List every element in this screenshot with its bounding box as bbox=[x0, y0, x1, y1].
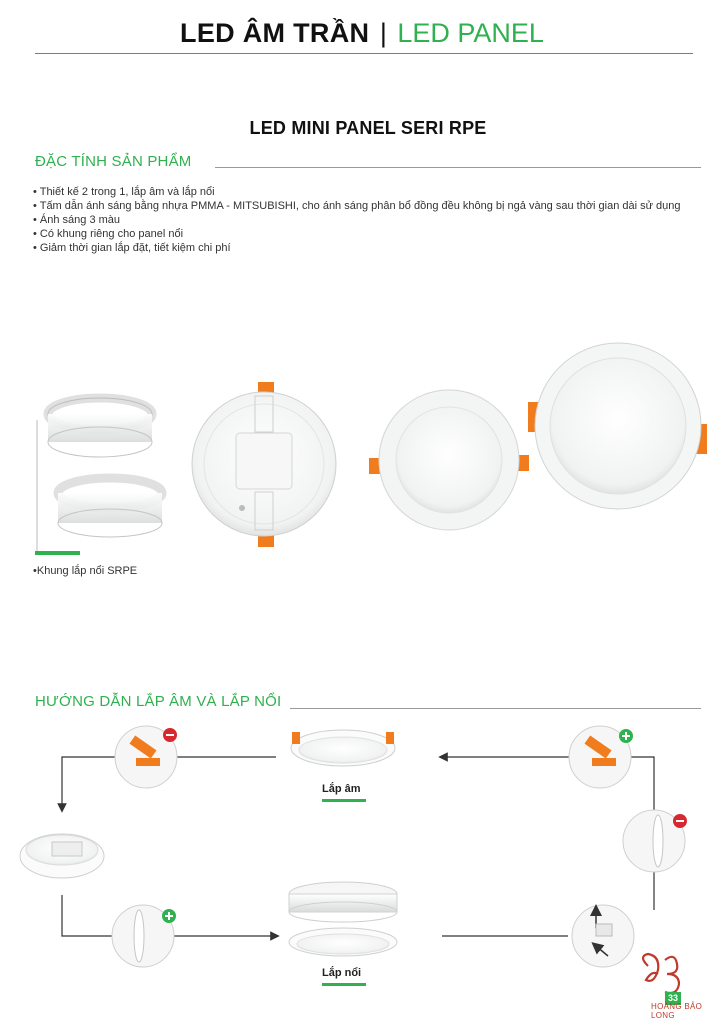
panel-back-photo bbox=[192, 382, 336, 547]
feature-item: • Tấm dẫn ánh sáng bằng nhựa PMMA - MITSUBISHI, cho ánh sáng phân bổ đồng đều không bị ngả vàng sau thời gian dài sử dụng bbox=[33, 199, 705, 213]
features-heading: ĐẶC TÍNH SẢN PHẨM bbox=[35, 153, 192, 170]
panel-with-frame-photo bbox=[20, 834, 104, 878]
step-add-clip bbox=[569, 726, 633, 788]
frame-caption: • Khung lắp nổi SRPE bbox=[33, 565, 137, 577]
feature-item: • Ánh sáng 3 màu bbox=[33, 213, 705, 227]
surface-result-photo bbox=[289, 882, 397, 956]
step-remove-clip bbox=[115, 726, 177, 788]
label-recessed: Lắp âm bbox=[322, 783, 361, 795]
panel-small-front-photo bbox=[369, 390, 529, 530]
feature-item: • Có khung riêng cho panel nổi bbox=[33, 227, 705, 241]
label-surface-bar bbox=[322, 983, 366, 986]
header-title-bold: LED ÂM TRẦN bbox=[180, 18, 370, 48]
guide-heading: HƯỚNG DẪN LẮP ÂM VÀ LẮP NỔI bbox=[35, 693, 282, 710]
feature-item: • Thiết kế 2 trong 1, lắp âm và lắp nổi bbox=[33, 185, 705, 199]
label-surface: Lắp nổi bbox=[322, 967, 362, 979]
recessed-result-photo bbox=[291, 730, 395, 766]
guide-heading-line bbox=[290, 708, 701, 709]
step-mount-frame bbox=[112, 905, 176, 967]
feature-item: • Giảm thời gian lắp đặt, tiết kiệm chi phí bbox=[33, 241, 705, 255]
step-remove-frame bbox=[623, 810, 687, 872]
surface-frame-photo bbox=[37, 398, 162, 553]
header-separator: | bbox=[379, 18, 387, 48]
page-number: 33 bbox=[665, 992, 681, 1005]
brand-logo bbox=[643, 954, 679, 993]
product-title: LED MINI PANEL SERI RPE bbox=[249, 118, 487, 138]
label-recessed-bar bbox=[322, 799, 366, 802]
panel-large-front-photo bbox=[528, 343, 707, 509]
step-attach-frame bbox=[572, 905, 634, 967]
photo-accent-bar bbox=[35, 551, 80, 555]
header-title-light: LED PANEL bbox=[397, 18, 544, 48]
brand-name: HOÀNG BẢO LONG bbox=[651, 1002, 703, 1020]
